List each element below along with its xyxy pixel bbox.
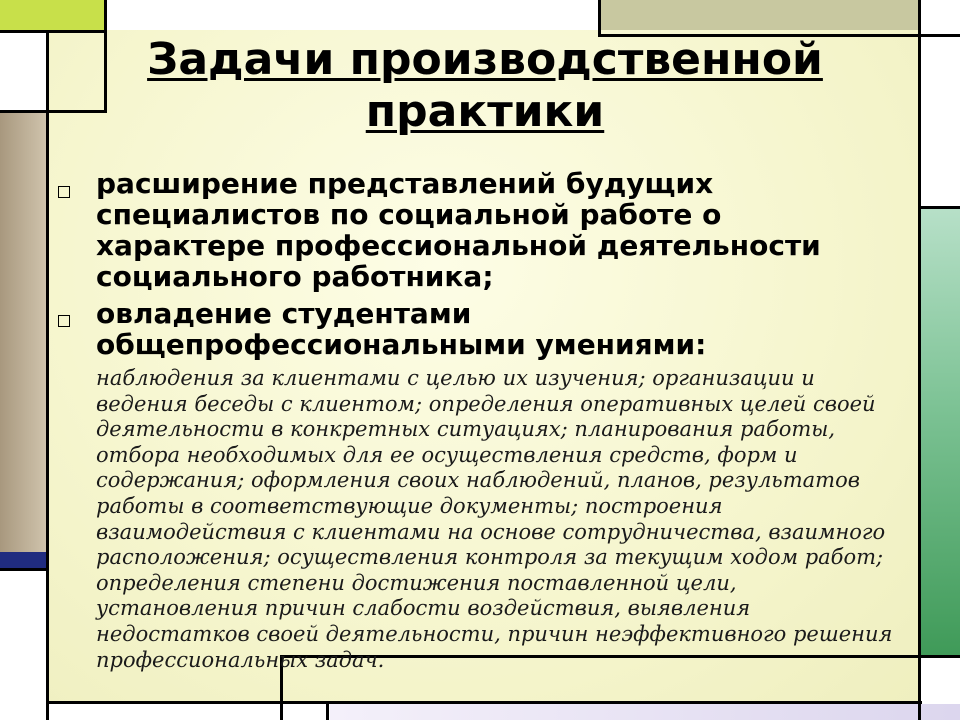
bullet-text-1: расширение представлений будущих специалистов по социальной работе о характере профессиональной деятельности социального работника; — [96, 167, 821, 293]
deco-navy-stripe — [0, 552, 46, 568]
slide-title: Задачи производственной практики — [147, 34, 823, 137]
deco-green-bar — [920, 208, 960, 656]
grid-line-v4 — [918, 0, 921, 720]
grid-line-v3 — [598, 0, 601, 37]
grid-line-h5 — [920, 206, 960, 209]
bullet-text-2: овладение студентами общепрофессиональными умениями: — [96, 297, 707, 361]
grid-line-h2 — [0, 110, 48, 113]
deco-lavender-strip — [330, 704, 960, 720]
bullet-2-detail: наблюдения за клиентами с целью их изучения; организации и ведения беседы с клиентом; определения оперативных целей своей деятельности в конкретных ситуациях; планирования работы, отбора необходимых для ее осуществления средств, форм и содержания; оформления своих наблюдений, планов, результатов работы в соответствующие документы; построения взаимодействия с клиентами на основе сотрудничества, взаимного расположения; осуществления контроля за текущим ходом работ; определения степени достижения поставленной цели, установления причин слабости воздействия, выявления недостатков своей деятельности, причин неэффективного решения профессиональных задач. — [96, 366, 893, 672]
grid-line-h9 — [0, 568, 48, 571]
deco-tan-bar — [0, 112, 46, 552]
grid-line-h8 — [48, 701, 922, 704]
square-bullet-icon — [58, 186, 70, 198]
square-bullet-icon — [58, 315, 70, 327]
grid-line-v6 — [326, 701, 329, 720]
deco-lime-top-left — [0, 0, 104, 30]
grid-line-h6 — [920, 655, 960, 658]
grid-line-v1 — [46, 30, 49, 720]
grid-line-h1 — [0, 30, 104, 33]
